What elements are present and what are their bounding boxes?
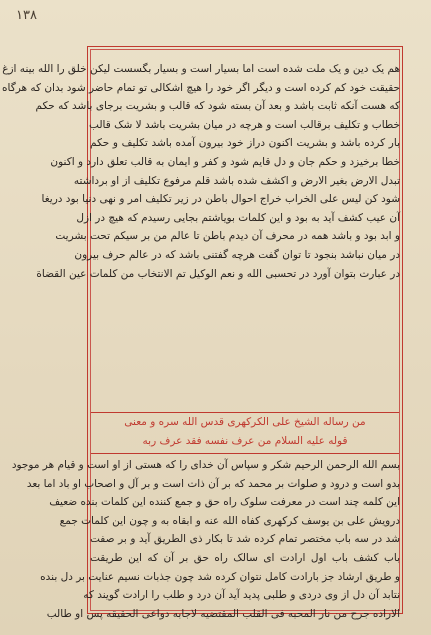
text-line: شد در سه باب مختصر تمام کرده شد تا بکار ذی الطریق آید و بر صفت	[90, 533, 400, 546]
heading-line: من رساله الشیخ علی الکرکهری قدس الله سره و معنی	[124, 416, 366, 428]
text-line: بار کرده باشد و بشریت اکنون دراز خود بیرون آمده باشد تکلیف و حکم	[90, 137, 400, 150]
text-line: باب کشف باب اول ارادت ای سالک راه حق بر آن که این طریقت	[90, 551, 400, 564]
text-line: آن عیب کشف آید به بود و این کلمات بویاشتم بجایی رسیدم که هیچ در ازل	[76, 211, 400, 224]
text-line: در عبارت بتوان آورد در تحسبی الله و نعم الوکیل تم الانتخاب من کلمات عین القضاة	[36, 267, 400, 280]
text-line: که هست آنکه ثابت باشد و بعد آن بسته شود که قالب و بشریت برجای باشد که حکم	[35, 100, 400, 113]
section-heading	[91, 412, 399, 454]
text-line: در میان نباشد بنجود تا توان گفت هرچه گفتنی باشد که در عالم حرف بیرون	[74, 248, 400, 261]
text-line: نتابد آن دل از وی دردی و طلبی پدید آید آن درد و طلب را ارادت گویند که	[83, 589, 400, 602]
text-line: بسم الله الرحمن الرحیم شکر و سپاس آن خدای را که هستی از او است و قیام هر موجود	[11, 459, 400, 471]
text-line: این کلمه چند است در معرفت سلوک راه حق و جمع کننده این کلمات بنده ضعیف	[49, 496, 400, 509]
heading-line: قوله علیه السلام من عرف نفسه فقد عرف ربه	[142, 435, 348, 447]
text-line: خطاب و تکلیف برقالب است و هرچه در میان بشریت باشد لا شک قالب	[89, 118, 400, 131]
text-line: حقیقت خود کم کرده است و دیگر اگر خود را هیچ اشکالی تو تمام حاضر شود بدان که هرگاه	[2, 81, 400, 94]
text-line: الاراده جرح من نار المحبه فی القلب المقتضیه لاجابه دواعی الحقیقه پس او طالب	[46, 607, 400, 620]
text-line: و ابد بود و باشد همه در محرف آن دیدم باطن تا عالم من بر سیکم تحت بشریت	[55, 230, 400, 243]
text-line: درویش علی بن یوسف کرکهری کفاه الله عنه و ابقاه به و چون این کلمات جمع	[59, 514, 400, 527]
text-line: شود کن لیس علی الخراب خراج احوال باطن در زیر تکلیف امر و نهی دنیا بود دریغا	[41, 193, 400, 206]
text-line: تبدل الارض بغیر الارض و اکشف شده باشد قلم مرفوع تکلیف از او برداشته	[73, 174, 400, 187]
text-line: خطا برخیزد و حکم جان و دل قایم شود و کفر و ایمان به قالب تعلق دارد و اکنون	[50, 155, 400, 168]
text-section-2	[11, 456, 400, 623]
folio-number: ۱۳۸	[16, 8, 37, 23]
text-line: بدو است و درود و صلوات بر محمد که بر آن ذات است و بر آل و اصحاب او باد اما بعد	[26, 477, 400, 490]
text-line: و طریق ارشاد جز بارادت کامل نتوان کرده شد چون جذبات نسیم عنایت بر دل بنده	[40, 570, 400, 583]
text-line: هم یک دین و یک ملت شده است اما بسیار است و بسیار بگسست لیکن خلق را الله بینه ازغ	[2, 63, 400, 75]
text-section-1	[2, 60, 400, 283]
